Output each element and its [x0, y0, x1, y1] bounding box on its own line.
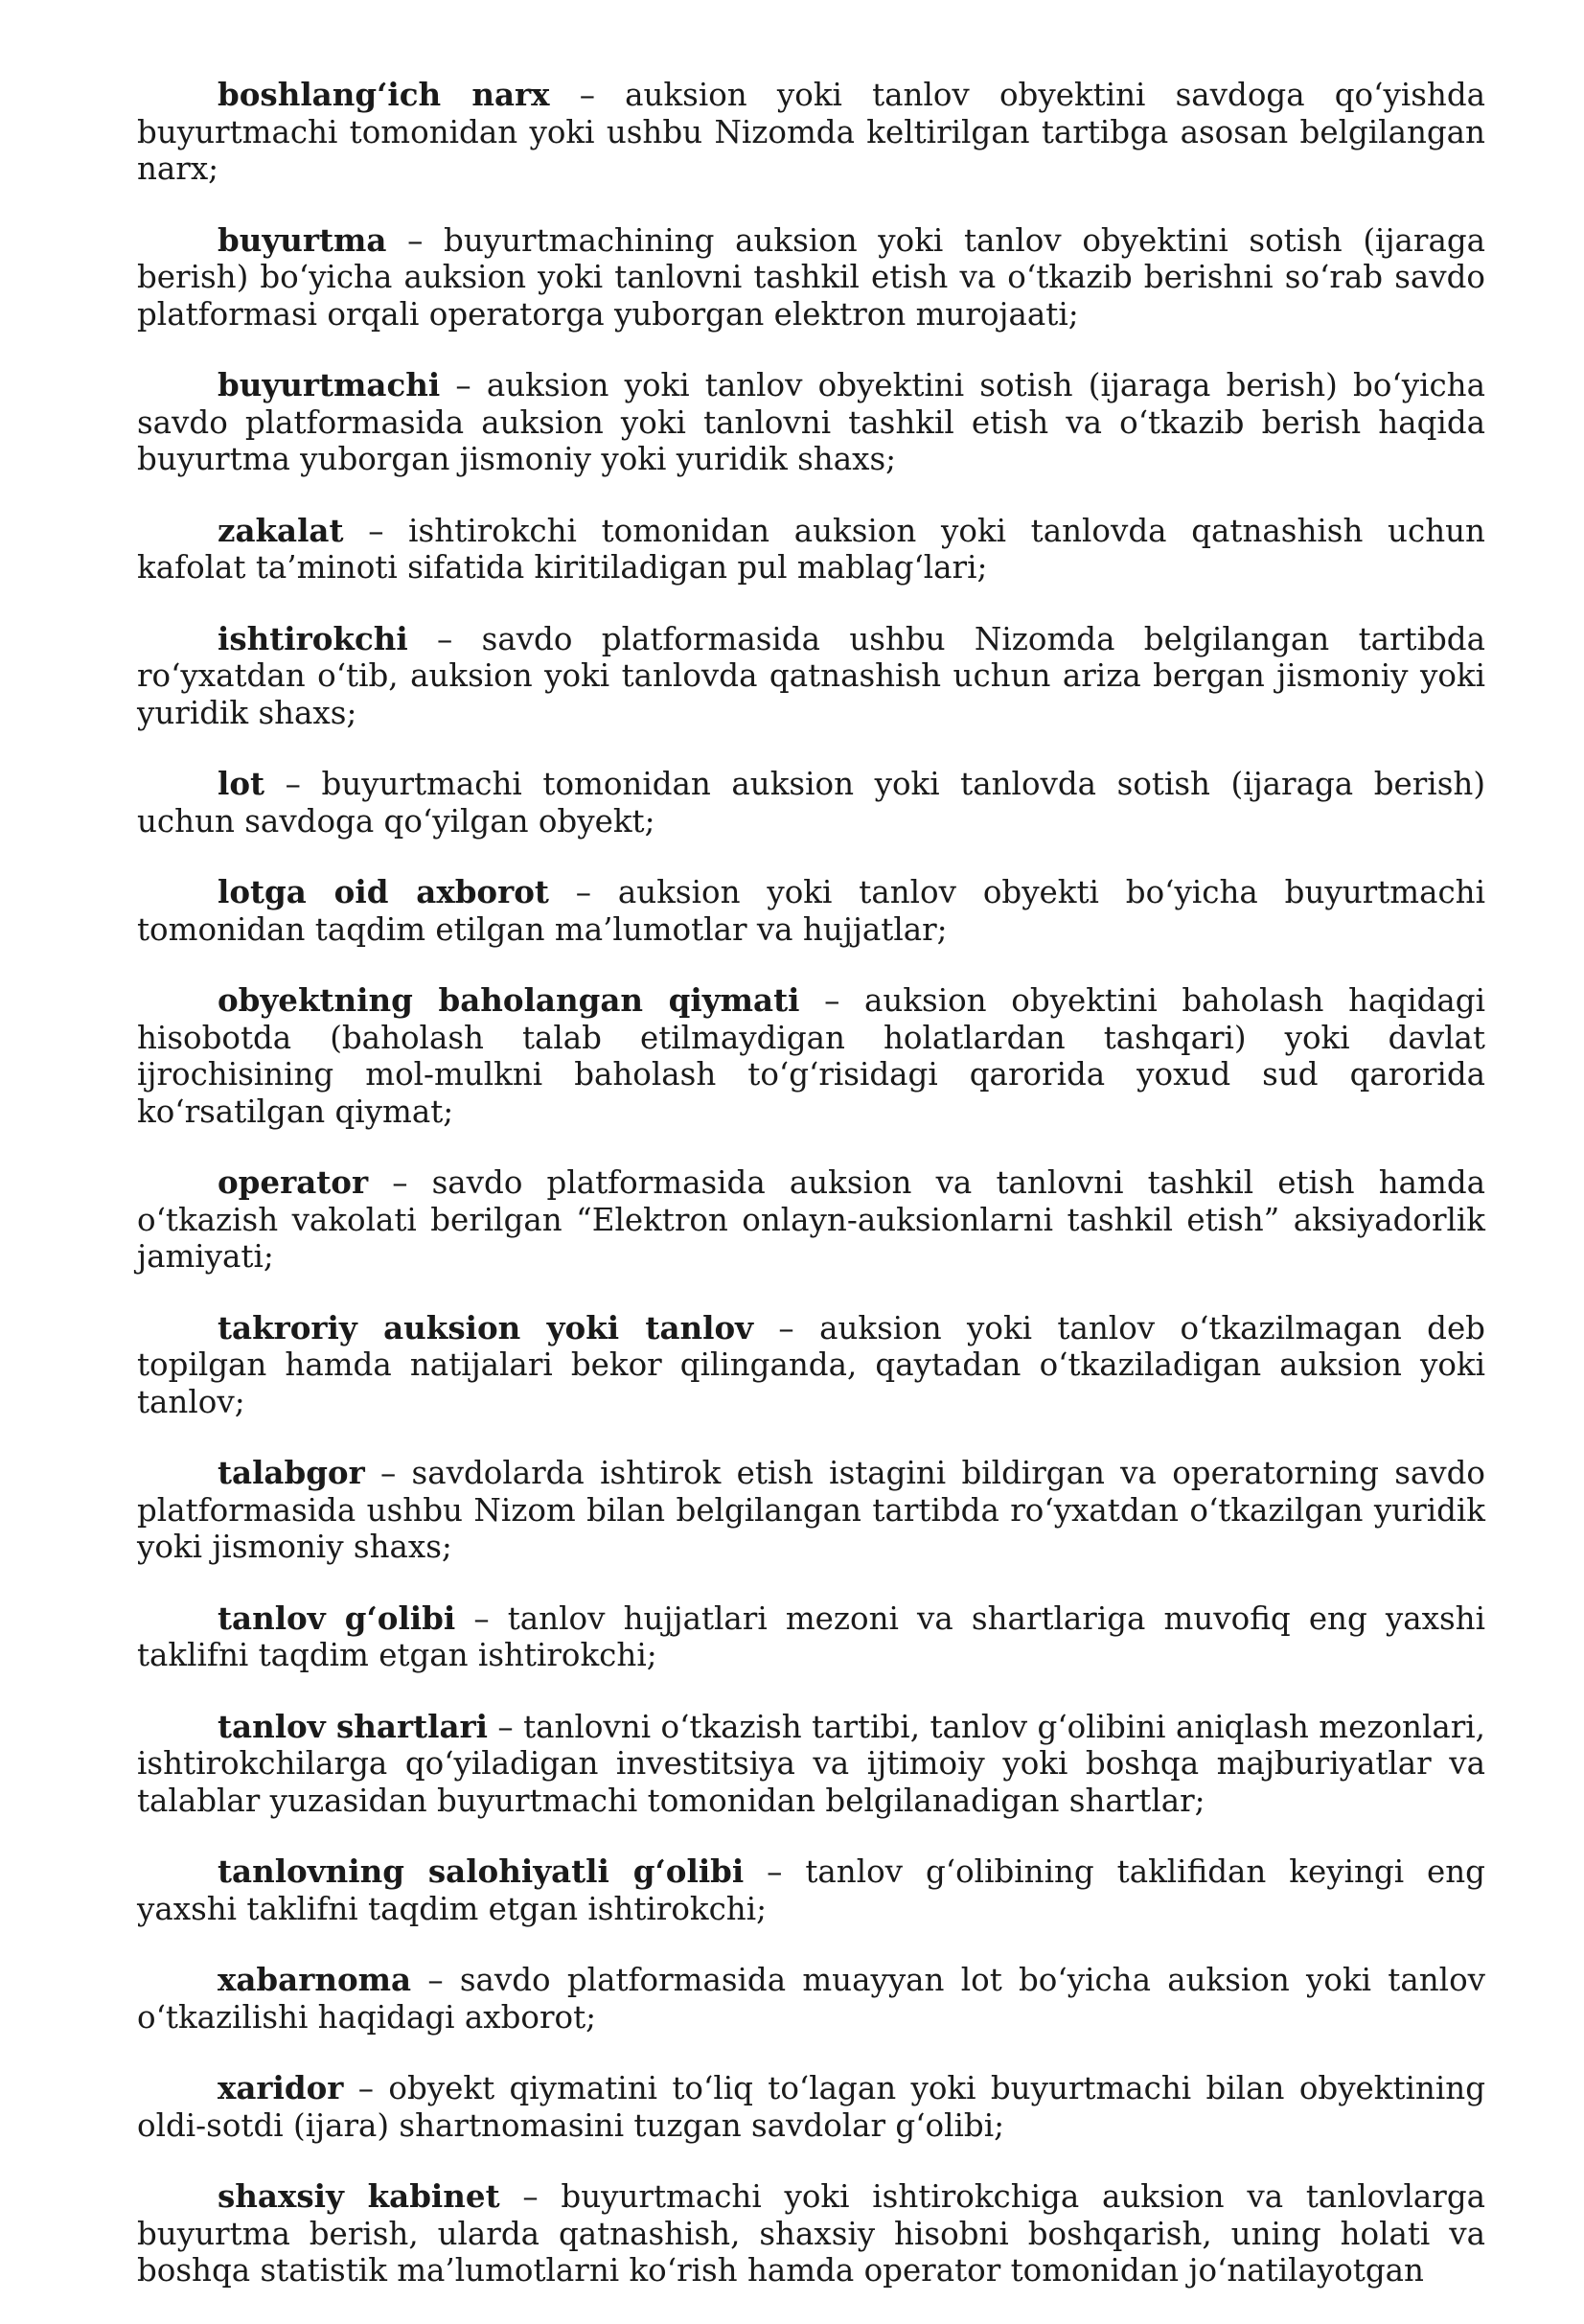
definition-text: – savdo platformasida auksion va tanlovni tashkil etish hamda o‘tkazish vakolati berilgan “Elektron onlayn-auksionlarni tashkil etish” aksiyadorlik jamiyati;	[137, 1164, 1485, 1275]
definition-entry-obyektning-baholangan-qiymati	[137, 982, 1485, 1130]
definition-entry-takroriy-auksion	[137, 1310, 1485, 1421]
definition-entry-talabgor	[137, 1455, 1485, 1566]
definition-text: – auksion yoki tanlov obyekti bo‘yicha buyurtmachi tomonidan taqdim etilgan ma’lumotlar va hujjatlar;	[137, 874, 1485, 948]
definition-entry-buyurtma	[137, 222, 1485, 334]
definition-text: – auksion yoki tanlov obyektini savdoga qo‘yishda buyurtmachi tomonidan yoki ushbu Nizomda keltirilgan tartibga asosan belgilangan narx;	[137, 77, 1486, 187]
document-page	[137, 77, 1485, 2324]
definition-entry-shaxsiy-kabinet	[137, 2178, 1485, 2289]
definition-text: – ishtirokchi tomonidan auksion yoki tanlovda qatnashish uchun kafolat ta’minoti sifatida kiritiladigan pul mablag‘lari;	[137, 512, 1485, 586]
definition-term: shaxsiy kabinet	[218, 2177, 500, 2215]
definition-term: operator	[218, 1163, 369, 1201]
definition-entry-tanlov-golibi	[137, 1600, 1485, 1674]
definition-text: – savdolarda ishtirok etish istagini bildirgan va operatorning savdo platformasida ushbu Nizom bilan belgilangan tartibda ro‘yxatdan o‘tkazilgan yuridik yoki jismoniy shaxs;	[137, 1455, 1485, 1565]
definition-term: ishtirokchi	[218, 619, 408, 657]
definition-term: buyurtma	[218, 220, 387, 259]
definition-text: – savdo platformasida muayyan lot bo‘yicha auksion yoki tanlov o‘tkazilishi haqidagi axborot;	[137, 1962, 1485, 2036]
definition-text: – tanlov g‘olibining taklifidan keyingi eng yaxshi taklifni taqdim etgan ishtirokchi;	[137, 1853, 1485, 1927]
definition-term: obyektning baholangan qiymati	[218, 981, 800, 1019]
definition-term: tanlov shartlari	[218, 1707, 488, 1745]
definition-term: tanlovning salohiyatli g‘olibi	[218, 1852, 745, 1890]
definition-text: – auksion yoki tanlov o‘tkazilmagan deb topilgan hamda natijalari bekor qilinganda, qaytadan o‘tkaziladigan auksion yoki tanlov;	[137, 1309, 1485, 1420]
definition-term: takroriy auksion yoki tanlov	[218, 1308, 754, 1346]
definition-term: xabarnoma	[218, 1961, 412, 1998]
definition-text: – savdo platformasida ushbu Nizomda belgilangan tartibda ro‘yxatdan o‘tib, auksion yoki tanlovda qatnashish uchun ariza bergan jismoniy yoki yuridik shaxs;	[137, 620, 1485, 731]
definition-term: lot	[218, 765, 265, 802]
definition-text: – buyurtmachi tomonidan auksion yoki tanlovda sotish (ijaraga berish) uchun savdoga qo‘yilgan obyekt;	[137, 766, 1485, 840]
definition-entry-xaridor	[137, 2070, 1485, 2144]
definition-entry-tanlov-shartlari	[137, 1709, 1485, 1820]
definition-term: buyurtmachi	[218, 366, 441, 403]
definition-entry-zakalat	[137, 513, 1485, 587]
definition-entry-tanlovning-salohiyatli-golibi	[137, 1853, 1485, 1927]
definition-entry-ishtirokchi	[137, 621, 1485, 732]
definition-term: xaridor	[218, 2069, 344, 2106]
definition-term: boshlang‘ich narx	[218, 76, 550, 113]
definition-entry-xabarnoma	[137, 1962, 1485, 2036]
definition-entry-buyurtmachi	[137, 367, 1485, 478]
definition-text: – tanlov hujjatlari mezoni va shartlariga muvofiq eng yaxshi taklifni taqdim etgan ishtirokchi;	[137, 1599, 1485, 1673]
definition-text: – buyurtmachining auksion yoki tanlov obyektini sotish (ijaraga berish) bo‘yicha auksion yoki tanlovni tashkil etish va o‘tkazib berishni so‘rab savdo platformasi orqali operatorga yuborgan elektron murojaati;	[137, 221, 1485, 333]
definition-entry-boshlangich-narx	[137, 77, 1485, 188]
definition-text: – auksion yoki tanlov obyektini sotish (ijaraga berish) bo‘yicha savdo platformasida auksion yoki tanlovni tashkil etish va o‘tkazib berish haqida buyurtma yuborgan jismoniy yoki yuridik shaxs;	[137, 367, 1485, 477]
definition-term: lotga oid axborot	[218, 873, 549, 910]
definition-text: – tanlovni o‘tkazish tartibi, tanlov g‘olibini aniqlash mezonlari, ishtirokchilarga qo‘yiladigan investitsiya va ijtimoiy yoki boshqa majburiyatlar va talablar yuzasidan buyurtmachi tomonidan belgilanadigan shartlar;	[137, 1708, 1485, 1819]
definition-term: tanlov g‘olibi	[218, 1599, 456, 1637]
definition-text: – buyurtmachi yoki ishtirokchiga auksion va tanlovlarga buyurtma berish, ularda qatnashish, shaxsiy hisobni boshqarish, uning holati va boshqa statistik ma’lumotlarni ko‘rish hamda operator tomonidan jo‘natilayotgan	[137, 2178, 1486, 2289]
definition-term: zakalat	[218, 511, 344, 549]
definition-text: – obyekt qiymatini to‘liq to‘lagan yoki buyurtmachi bilan obyektining oldi-sotdi (ijara) shartnomasini tuzgan savdolar g‘olibi;	[137, 2070, 1485, 2144]
definition-term: talabgor	[218, 1454, 365, 1491]
definition-entry-lotga-oid-axborot	[137, 874, 1485, 948]
definition-text: – auksion obyektini baholash haqidagi hisobotda (baholash talab etilmaydigan holatlardan tashqari) yoki davlat ijrochisining mol-mulkni baholash to‘g‘risidagi qarorida yoxud sud qarorida ko‘rsatilgan qiymat;	[137, 982, 1485, 1130]
definition-entry-lot	[137, 766, 1485, 840]
definition-entry-operator	[137, 1164, 1485, 1276]
